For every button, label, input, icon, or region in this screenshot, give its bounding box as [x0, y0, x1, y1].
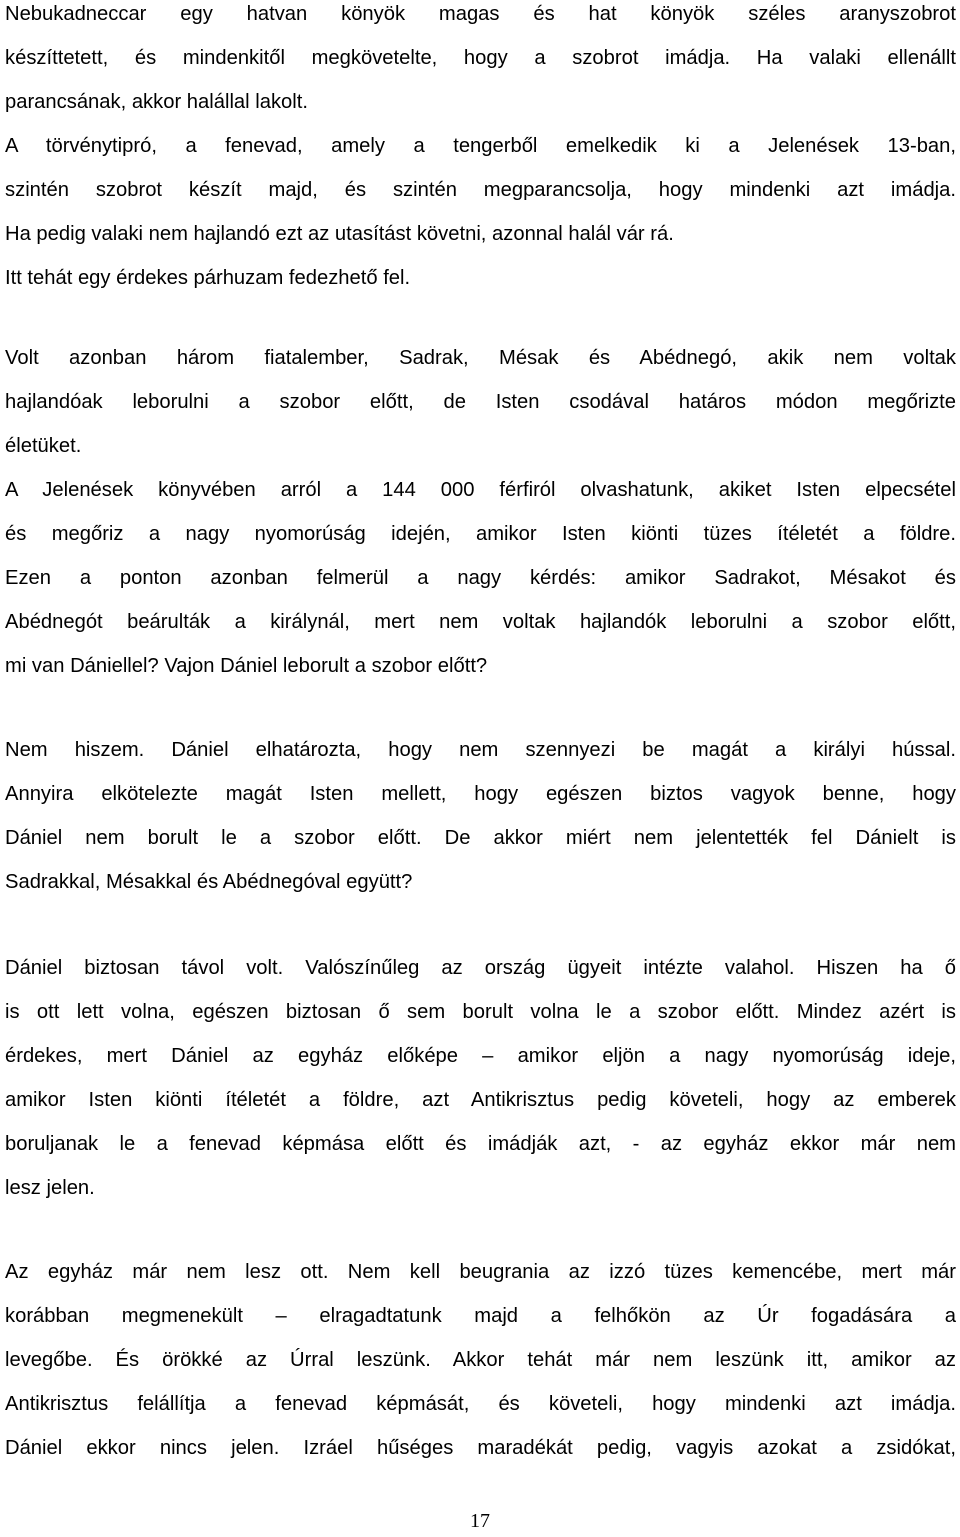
text-line: Sadrakkal, Mésakkal és Abédnegóval együtt?: [5, 871, 413, 893]
text-line: boruljanak le a fenevad képmása előtt és imádják azt, - az egyház ekkor már nem: [5, 1133, 956, 1155]
page-number: 17: [470, 1510, 490, 1532]
text-line: érdekes, mert Dániel az egyház előképe – amikor eljön a nagy nyomorúság ideje,: [5, 1045, 956, 1067]
text-line: amikor Isten kiönti ítéletét a földre, azt Antikrisztus pedig követeli, hogy az emberek: [5, 1089, 956, 1111]
text-line: A Jelenések könyvében arról a 144 000 férfiról olvashatunk, akiket Isten elpecsétel: [5, 479, 956, 501]
text-line: Antikrisztus felállítja a fenevad képmását, és követeli, hogy mindenki azt imádja.: [5, 1393, 956, 1415]
text-line: Dániel ekkor nincs jelen. Izráel hűséges maradékát pedig, vagyis azokat a zsidókat,: [5, 1437, 956, 1459]
paragraph-5: [5, 1250, 956, 1470]
text-line: Dániel nem borult le a szobor előtt. De akkor miért nem jelentették fel Dánielt is: [5, 827, 956, 849]
text-line: és megőriz a nagy nyomorúság idején, amikor Isten kiönti tüzes ítéletét a földre.: [5, 523, 956, 545]
text-line: Annyira elkötelezte magát Isten mellett, hogy egészen biztos vagyok benne, hogy: [5, 783, 956, 805]
text-line: szintén szobrot készít majd, és szintén megparancsolja, hogy mindenki azt imádja.: [5, 179, 956, 201]
text-line: Dániel biztosan távol volt. Valószínűleg az ország ügyeit intézte valahol. Hiszen ha ő: [5, 957, 956, 979]
text-line: parancsának, akkor halállal lakolt.: [5, 91, 308, 113]
text-line: Az egyház már nem lesz ott. Nem kell beugrania az izzó tüzes kemencébe, mert már: [5, 1261, 956, 1283]
text-line: is ott lett volna, egészen biztosan ő sem borult volna le a szobor előtt. Mindez azért is: [5, 1001, 956, 1023]
text-line: levegőbe. És örökké az Úrral leszünk. Akkor tehát már nem leszünk itt, amikor az: [5, 1349, 956, 1371]
text-line: A törvénytipró, a fenevad, amely a tengerből emelkedik ki a Jelenések 13-ban,: [5, 135, 956, 157]
text-line: életüket.: [5, 435, 82, 457]
paragraph-4: [5, 946, 956, 1210]
text-line: Ezen a ponton azonban felmerül a nagy kérdés: amikor Sadrakot, Mésakot és: [5, 567, 956, 589]
text-line: Nem hiszem. Dániel elhatározta, hogy nem szennyezi be magát a királyi hússal.: [5, 739, 956, 761]
text-line: Abédnegót beárulták a királynál, mert nem voltak hajlandók leborulni a szobor előtt,: [5, 611, 956, 633]
text-line: Itt tehát egy érdekes párhuzam fedezhető fel.: [5, 267, 411, 289]
text-line: Volt azonban három fiatalember, Sadrak, Mésak és Abédnegó, akik nem voltak: [5, 347, 956, 369]
text-line: Ha pedig valaki nem hajlandó ezt az utasítást követni, azonnal halál vár rá.: [5, 223, 674, 245]
text-line: mi van Dániellel? Vajon Dániel leborult a szobor előtt?: [5, 655, 488, 677]
text-line: korábban megmenekült – elragadtatunk majd a felhőkön az Úr fogadására a: [5, 1305, 956, 1327]
paragraph-3: [5, 728, 956, 904]
text-line: készíttetett, és mindenkitől megkövetelte, hogy a szobrot imádja. Ha valaki ellenállt: [5, 47, 956, 69]
text-line: Nebukadneccar egy hatvan könyök magas és hat könyök széles aranyszobrot: [5, 3, 956, 25]
paragraph-1: [5, 0, 956, 300]
text-line: lesz jelen.: [5, 1177, 95, 1199]
text-line: hajlandóak leborulni a szobor előtt, de Isten csodával határos módon megőrizte: [5, 391, 956, 413]
paragraph-2: [5, 336, 956, 688]
